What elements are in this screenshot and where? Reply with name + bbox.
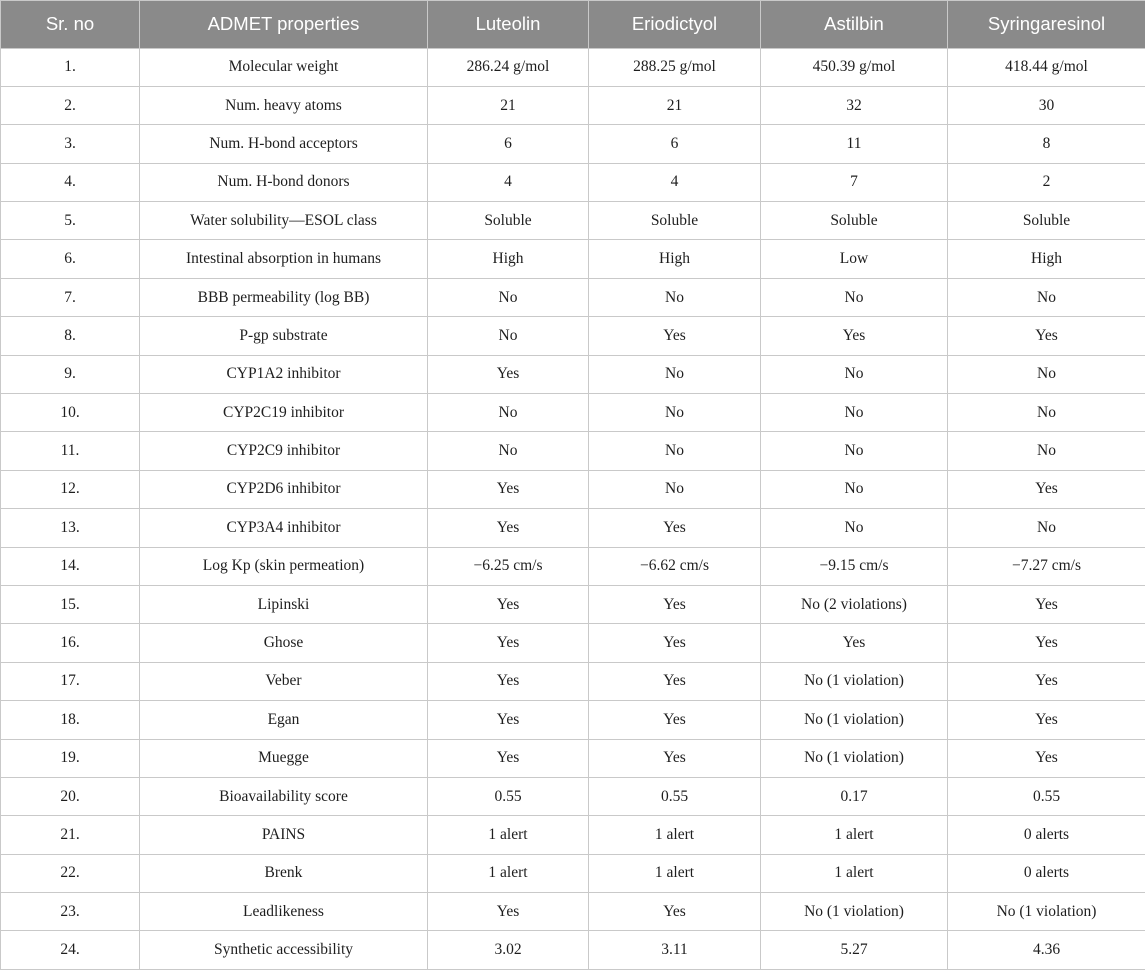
cell-eriodictyol: 3.11 [589,931,761,969]
cell-sr-no: 2. [1,86,140,124]
cell-eriodictyol: Yes [589,893,761,931]
cell-eriodictyol: Yes [589,662,761,700]
cell-eriodictyol: Yes [589,509,761,547]
cell-astilbin: No (1 violation) [761,893,948,931]
cell-luteolin: 1 alert [428,854,589,892]
cell-sr-no: 24. [1,931,140,969]
cell-property: CYP2C9 inhibitor [140,432,428,470]
table-row [1,509,1145,547]
cell-eriodictyol: 4 [589,163,761,201]
cell-eriodictyol: Soluble [589,202,761,240]
table-row [1,48,1145,86]
cell-sr-no: 23. [1,893,140,931]
cell-sr-no: 6. [1,240,140,278]
table-row [1,931,1145,969]
cell-syringaresinol: 0 alerts [948,854,1145,892]
cell-sr-no: 3. [1,125,140,163]
cell-property: Num. H-bond acceptors [140,125,428,163]
cell-syringaresinol: 2 [948,163,1145,201]
cell-luteolin: Yes [428,701,589,739]
cell-eriodictyol: No [589,470,761,508]
cell-property: CYP2D6 inhibitor [140,470,428,508]
cell-property: P-gp substrate [140,317,428,355]
table-row [1,202,1145,240]
cell-luteolin: 286.24 g/mol [428,48,589,86]
cell-eriodictyol: No [589,432,761,470]
table-row [1,163,1145,201]
cell-eriodictyol: Yes [589,317,761,355]
cell-syringaresinol: No [948,278,1145,316]
table-header [1,1,1145,49]
cell-eriodictyol: 288.25 g/mol [589,48,761,86]
cell-sr-no: 18. [1,701,140,739]
cell-property: Num. H-bond donors [140,163,428,201]
cell-sr-no: 14. [1,547,140,585]
cell-property: Synthetic accessibility [140,931,428,969]
cell-eriodictyol: High [589,240,761,278]
cell-luteolin: 0.55 [428,777,589,815]
cell-luteolin: Soluble [428,202,589,240]
cell-eriodictyol: Yes [589,739,761,777]
table-row [1,86,1145,124]
cell-eriodictyol: Yes [589,701,761,739]
table-body [1,48,1145,969]
cell-luteolin: 3.02 [428,931,589,969]
cell-syringaresinol: Yes [948,317,1145,355]
cell-luteolin: Yes [428,585,589,623]
cell-sr-no: 11. [1,432,140,470]
cell-syringaresinol: 0.55 [948,777,1145,815]
cell-eriodictyol: 21 [589,86,761,124]
cell-astilbin: Yes [761,317,948,355]
cell-luteolin: Yes [428,509,589,547]
cell-property: PAINS [140,816,428,854]
cell-syringaresinol: Yes [948,470,1145,508]
table-row [1,394,1145,432]
cell-sr-no: 12. [1,470,140,508]
table-row [1,432,1145,470]
table-row [1,739,1145,777]
cell-sr-no: 13. [1,509,140,547]
cell-sr-no: 8. [1,317,140,355]
cell-sr-no: 19. [1,739,140,777]
cell-astilbin: No [761,278,948,316]
cell-astilbin: No [761,432,948,470]
header-syringaresinol: Syringaresinol [948,1,1145,49]
cell-luteolin: 4 [428,163,589,201]
cell-syringaresinol: −7.27 cm/s [948,547,1145,585]
cell-luteolin: Yes [428,624,589,662]
cell-luteolin: 1 alert [428,816,589,854]
cell-property: Muegge [140,739,428,777]
cell-luteolin: −6.25 cm/s [428,547,589,585]
cell-syringaresinol: 0 alerts [948,816,1145,854]
cell-property: Lipinski [140,585,428,623]
cell-astilbin: No [761,509,948,547]
cell-astilbin: 11 [761,125,948,163]
cell-property: Log Kp (skin permeation) [140,547,428,585]
cell-sr-no: 15. [1,585,140,623]
cell-astilbin: 7 [761,163,948,201]
header-astilbin: Astilbin [761,1,948,49]
header-eriodictyol: Eriodictyol [589,1,761,49]
cell-luteolin: Yes [428,893,589,931]
cell-syringaresinol: 4.36 [948,931,1145,969]
cell-eriodictyol: −6.62 cm/s [589,547,761,585]
cell-eriodictyol: No [589,355,761,393]
cell-syringaresinol: No [948,432,1145,470]
cell-syringaresinol: No [948,394,1145,432]
cell-property: CYP2C19 inhibitor [140,394,428,432]
cell-property: Water solubility—ESOL class [140,202,428,240]
cell-syringaresinol: Soluble [948,202,1145,240]
cell-eriodictyol: 0.55 [589,777,761,815]
table-row [1,278,1145,316]
cell-syringaresinol: Yes [948,701,1145,739]
table-row [1,470,1145,508]
cell-property: CYP3A4 inhibitor [140,509,428,547]
cell-property: Leadlikeness [140,893,428,931]
cell-sr-no: 20. [1,777,140,815]
table-row [1,777,1145,815]
cell-sr-no: 10. [1,394,140,432]
header-admet-properties: ADMET properties [140,1,428,49]
cell-astilbin: −9.15 cm/s [761,547,948,585]
cell-eriodictyol: Yes [589,624,761,662]
table-row [1,624,1145,662]
cell-syringaresinol: No [948,509,1145,547]
cell-eriodictyol: No [589,278,761,316]
cell-astilbin: No [761,470,948,508]
cell-property: Molecular weight [140,48,428,86]
cell-sr-no: 16. [1,624,140,662]
cell-luteolin: 21 [428,86,589,124]
table-row [1,355,1145,393]
table-row [1,547,1145,585]
cell-eriodictyol: No [589,394,761,432]
table-row [1,662,1145,700]
cell-syringaresinol: 8 [948,125,1145,163]
cell-astilbin: 1 alert [761,816,948,854]
cell-astilbin: No (1 violation) [761,739,948,777]
cell-eriodictyol: 1 alert [589,816,761,854]
cell-sr-no: 5. [1,202,140,240]
cell-luteolin: No [428,394,589,432]
cell-property: Brenk [140,854,428,892]
table-row [1,854,1145,892]
cell-eriodictyol: 1 alert [589,854,761,892]
table-row [1,893,1145,931]
cell-luteolin: 6 [428,125,589,163]
cell-syringaresinol: 418.44 g/mol [948,48,1145,86]
cell-luteolin: Yes [428,739,589,777]
cell-astilbin: 5.27 [761,931,948,969]
cell-syringaresinol: Yes [948,624,1145,662]
cell-eriodictyol: Yes [589,585,761,623]
cell-sr-no: 9. [1,355,140,393]
cell-syringaresinol: No [948,355,1145,393]
cell-astilbin: Soluble [761,202,948,240]
table-row [1,125,1145,163]
cell-syringaresinol: 30 [948,86,1145,124]
table-row [1,816,1145,854]
header-row [1,1,1145,49]
cell-astilbin: Yes [761,624,948,662]
cell-astilbin: 1 alert [761,854,948,892]
cell-property: Num. heavy atoms [140,86,428,124]
cell-sr-no: 7. [1,278,140,316]
cell-property: CYP1A2 inhibitor [140,355,428,393]
cell-syringaresinol: No (1 violation) [948,893,1145,931]
cell-astilbin: No (1 violation) [761,701,948,739]
cell-astilbin: No (1 violation) [761,662,948,700]
cell-sr-no: 22. [1,854,140,892]
cell-syringaresinol: Yes [948,585,1145,623]
cell-astilbin: No [761,394,948,432]
cell-luteolin: Yes [428,470,589,508]
header-sr-no: Sr. no [1,1,140,49]
table-row [1,701,1145,739]
table-row [1,317,1145,355]
cell-luteolin: Yes [428,355,589,393]
cell-sr-no: 4. [1,163,140,201]
cell-property: Veber [140,662,428,700]
cell-property: Intestinal absorption in humans [140,240,428,278]
table-row [1,240,1145,278]
cell-astilbin: No (2 violations) [761,585,948,623]
cell-eriodictyol: 6 [589,125,761,163]
cell-sr-no: 17. [1,662,140,700]
cell-property: Bioavailability score [140,777,428,815]
cell-property: BBB permeability (log BB) [140,278,428,316]
cell-luteolin: Yes [428,662,589,700]
cell-syringaresinol: High [948,240,1145,278]
cell-astilbin: 450.39 g/mol [761,48,948,86]
cell-property: Ghose [140,624,428,662]
cell-sr-no: 21. [1,816,140,854]
cell-astilbin: 0.17 [761,777,948,815]
header-luteolin: Luteolin [428,1,589,49]
cell-luteolin: High [428,240,589,278]
cell-syringaresinol: Yes [948,662,1145,700]
table-row [1,585,1145,623]
cell-astilbin: 32 [761,86,948,124]
cell-luteolin: No [428,432,589,470]
cell-luteolin: No [428,278,589,316]
cell-syringaresinol: Yes [948,739,1145,777]
cell-astilbin: Low [761,240,948,278]
cell-sr-no: 1. [1,48,140,86]
cell-astilbin: No [761,355,948,393]
cell-property: Egan [140,701,428,739]
cell-luteolin: No [428,317,589,355]
